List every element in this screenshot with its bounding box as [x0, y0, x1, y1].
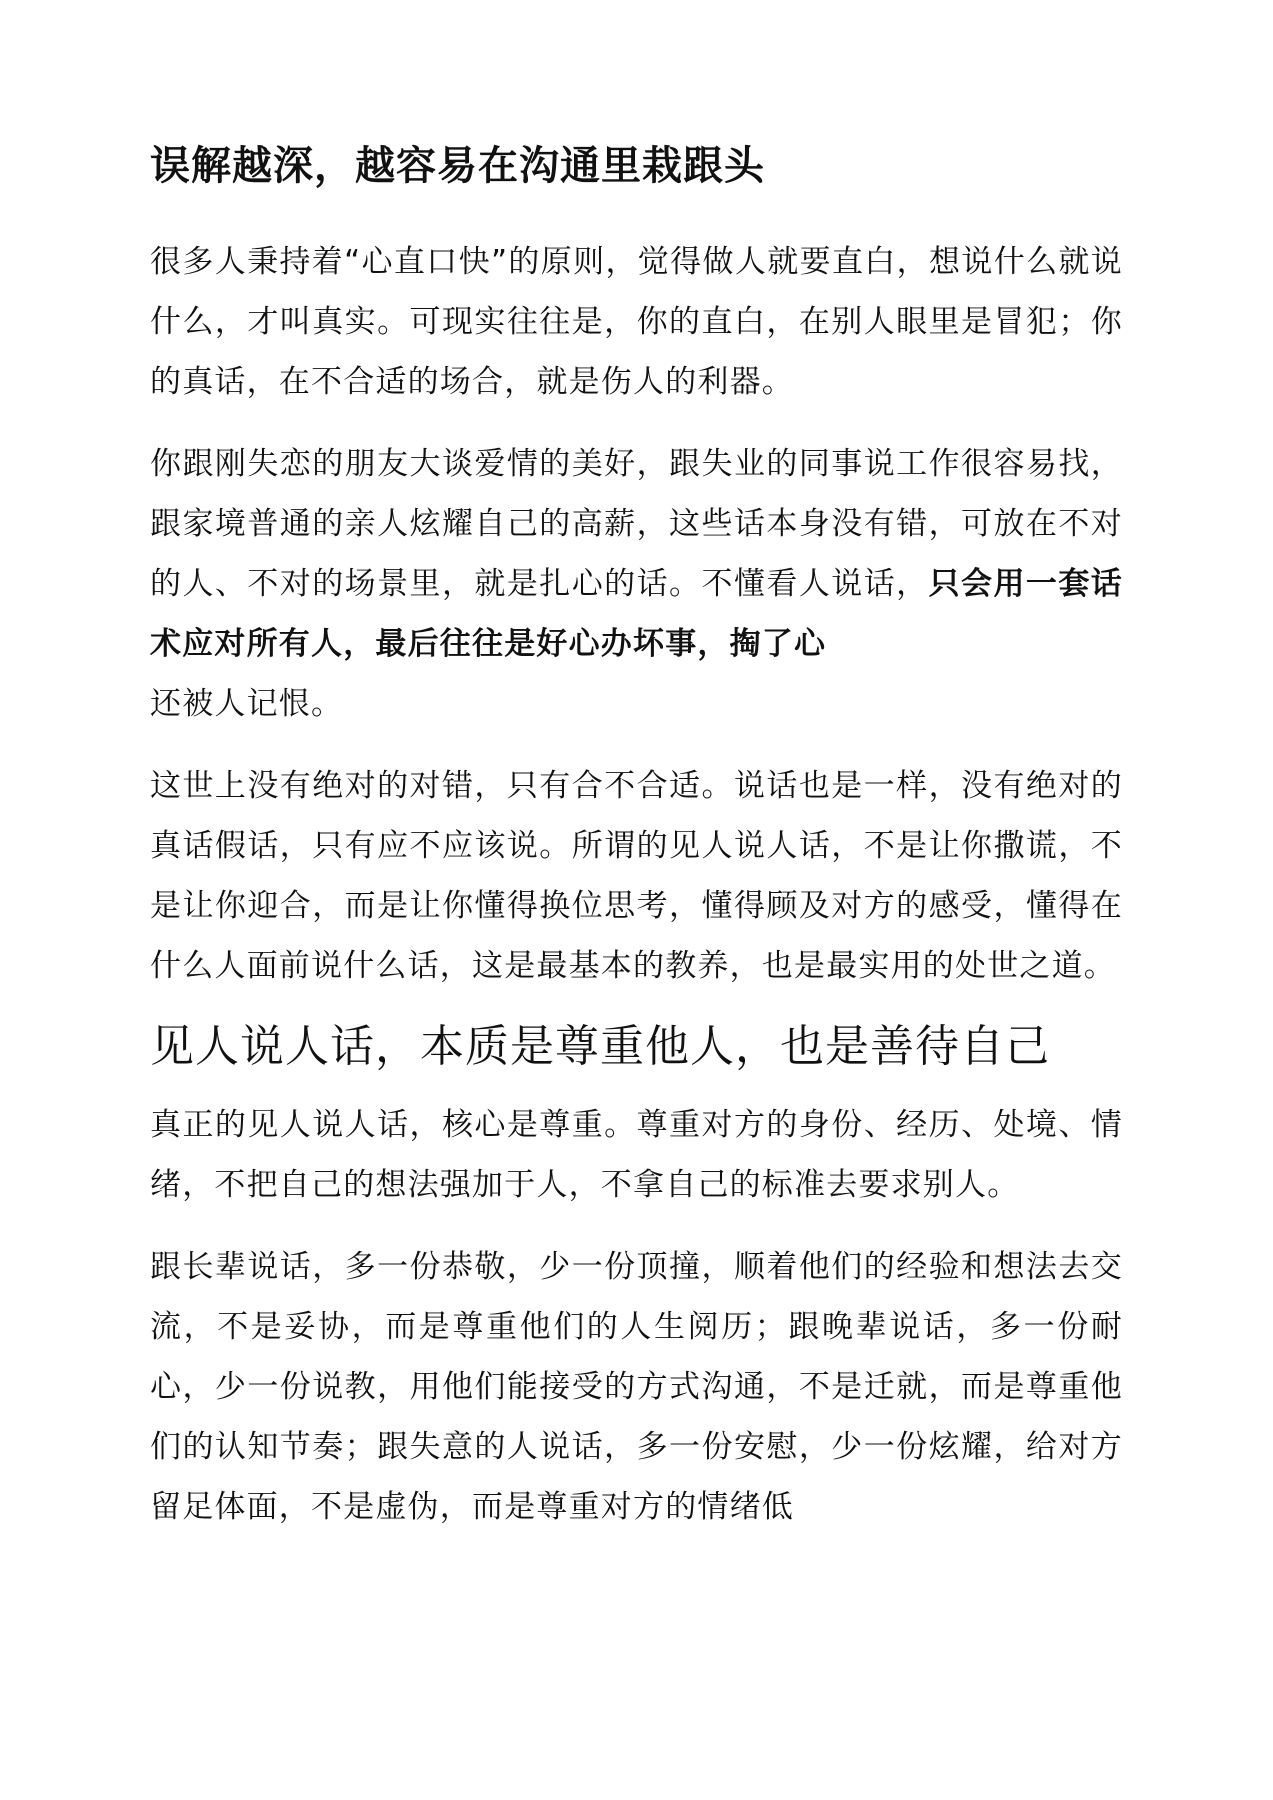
paragraph-no-absolute: 这世上没有绝对的对错，只有合不合适。说话也是一样，没有绝对的真话假话，只有应不应该说。所谓的见人说人话，不是让你撒谎，不是让你迎合，而是让你懂得换位思考，懂得顾及对方的感受，懂得在什么人面前说什么话，这是最基本的教养，也是最实用的处世之道。	[150, 768, 1123, 984]
paragraph-core-respect: 真正的见人说人话，核心是尊重。尊重对方的身份、经历、处境、情绪，不把自己的想法强加于人，不拿自己的标准去要求别人。	[150, 1107, 1123, 1204]
emphasized-text: 只会用一套话术应对所有人，最后往往是好心办坏事，掏了心	[150, 566, 1123, 662]
section-heading-respect: 见人说人话，本质是尊重他人，也是善待自己	[150, 1021, 1050, 1072]
paragraph-elders-juniors: 跟长辈说话，多一份恭敬，少一份顶撞，顺着他们的经验和想法去交流，不是妥协，而是尊重他们的人生阅历；跟晚辈说话，多一份耐心，少一份说教，用他们能接受的方式沟通，不是迁就，而是尊重他们的认知节奏；跟失意的人说话，多一份安慰，少一份炫耀，给对方留足体面，不是虚伪，而是尊重对方的情绪低	[150, 1249, 1123, 1526]
paragraph-wrong-words	[150, 434, 1123, 734]
paragraph-text: 你跟刚失恋的朋友大谈爱情的美好，跟失业的同事说工作很容易找，跟家境普通的亲人炫耀自己的高薪，这些话本身没有错，可放在不对的人、不对的场景里，就是扎心的话。不懂看人说话，	[150, 446, 1123, 602]
section-heading-misunderstanding: 误解越深，越容易在沟通里栽跟头	[150, 143, 765, 189]
paragraph-straightforward: 很多人秉持着“心直口快”的原则，觉得做人就要直白，想说什么就说什么，才叫真实。可现实往往是，你的直白，在别人眼里是冒犯；你的真话，在不合适的场合，就是伤人的利器。	[150, 244, 1123, 400]
paragraph-tail: 还被人记恨。	[150, 686, 344, 722]
